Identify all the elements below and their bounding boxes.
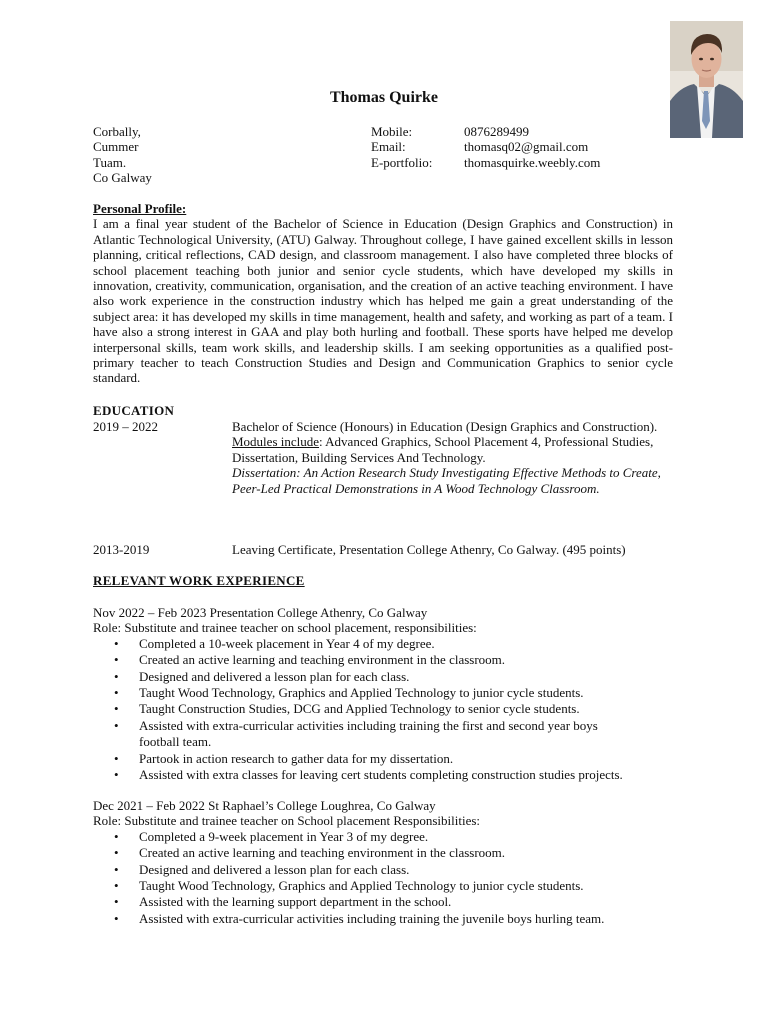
profile-photo bbox=[670, 21, 743, 138]
contact-labels bbox=[371, 124, 432, 170]
education-entry bbox=[232, 419, 672, 496]
education-date: 2019 – 2022 bbox=[93, 419, 158, 434]
list-item: • Created an active learning and teaching environment in the classroom. bbox=[114, 845, 506, 861]
degree-title: Bachelor of Science (Honours) in Education (Design Graphics and Construction). bbox=[232, 419, 658, 434]
contact-values bbox=[464, 124, 600, 170]
modules-label: Modules include bbox=[232, 434, 320, 450]
job-role: Role: Substitute and trainee teacher on school placement, responsibilities: bbox=[93, 620, 477, 636]
modules-line bbox=[232, 434, 672, 465]
list-item: • Assisted with the learning support department in the school. bbox=[114, 894, 452, 910]
list-item: • Taught Wood Technology, Graphics and Applied Technology to junior cycle students. bbox=[114, 685, 584, 701]
job-title: Nov 2022 – Feb 2023 Presentation College Athenry, Co Galway bbox=[93, 605, 428, 620]
list-item: • Assisted with extra-curricular activities including training the juvenile boys hurling team. bbox=[114, 910, 605, 926]
job-bullets bbox=[93, 636, 683, 784]
list-item: • Assisted with extra-curricular activities including training the first and second year boys football team. bbox=[114, 717, 598, 750]
address-block bbox=[93, 124, 152, 186]
bullet-icon: • bbox=[114, 685, 119, 701]
address-line: Cummer bbox=[93, 139, 139, 155]
bullet-icon: • bbox=[114, 894, 119, 910]
bullet-icon: • bbox=[114, 845, 119, 861]
job-title: Dec 2021 – Feb 2022 St Raphael’s College Loughrea, Co Galway bbox=[93, 798, 436, 813]
list-item: • Created an active learning and teaching environment in the classroom. bbox=[114, 652, 506, 668]
list-item: • Taught Construction Studies, DCG and Applied Technology to senior cycle students. bbox=[114, 701, 580, 717]
list-item: • Assisted with extra classes for leaving cert students completing construction studies projects. bbox=[114, 767, 623, 783]
list-item: • Completed a 9-week placement in Year 3 of my degree. bbox=[114, 828, 429, 844]
portfolio-label: E-portfolio: bbox=[371, 154, 433, 170]
profile-section bbox=[93, 201, 673, 386]
education-heading: EDUCATION bbox=[93, 403, 175, 418]
bullet-icon: • bbox=[114, 668, 119, 684]
email-link[interactable]: thomasq02@gmail.com bbox=[464, 139, 589, 155]
bullet-icon: • bbox=[114, 750, 119, 766]
address-line: Co Galway bbox=[93, 170, 152, 186]
portfolio-link[interactable]: thomasquirke.weebly.com bbox=[464, 154, 601, 170]
job-entry bbox=[93, 605, 683, 783]
bullet-icon: • bbox=[114, 635, 119, 651]
list-item: • Designed and delivered a lesson plan for each class. bbox=[114, 861, 410, 877]
bullet-icon: • bbox=[114, 717, 119, 733]
job-entry bbox=[93, 798, 683, 927]
job-role: Role: Substitute and trainee teacher on School placement Responsibilities: bbox=[93, 813, 481, 829]
bullet-icon: • bbox=[114, 861, 119, 877]
work-heading: RELEVANT WORK EXPERIENCE bbox=[93, 573, 305, 588]
bullet-icon: • bbox=[114, 767, 119, 783]
bullet-icon: • bbox=[114, 910, 119, 926]
address-line: Tuam. bbox=[93, 154, 127, 170]
education-date: 2013-2019 bbox=[93, 542, 150, 557]
dissertation-text: Dissertation: An Action Research Study Investigating Effective Methods to Create, Peer-Led Practical Demonstrations in A Wood Technology Classroom. bbox=[232, 465, 661, 496]
profile-heading: Personal Profile: bbox=[93, 201, 187, 216]
list-item: • Designed and delivered a lesson plan for each class. bbox=[114, 668, 410, 684]
list-item: • Taught Wood Technology, Graphics and Applied Technology to junior cycle students. bbox=[114, 878, 584, 894]
leaving-cert-entry: Leaving Certificate, Presentation College Athenry, Co Galway. (495 points) bbox=[232, 542, 626, 557]
bullet-icon: • bbox=[114, 652, 119, 668]
email-label: Email: bbox=[371, 139, 406, 155]
modules-text: : Advanced Graphics, School Placement 4, Professional Studies, Dissertation, Building Services And Technology. bbox=[232, 434, 654, 465]
bullet-icon: • bbox=[114, 701, 119, 717]
mobile-label: Mobile: bbox=[371, 124, 413, 139]
mobile-value: 0876289499 bbox=[464, 124, 529, 139]
address-line: Corbally, bbox=[93, 124, 141, 139]
list-item: • Partook in action research to gather data for my dissertation. bbox=[114, 750, 454, 766]
cv-name: Thomas Quirke bbox=[329, 89, 438, 106]
bullet-icon: • bbox=[114, 828, 119, 844]
bullet-icon: • bbox=[114, 878, 119, 894]
job-bullets bbox=[93, 829, 683, 927]
profile-text: I am a final year student of the Bachelor of Science in Education (Design Graphics and Construction) in Atlantic Technological University, (ATU) Galway. Throughout college, I have gained excellent skills in lesson planning, critical reflections, CAD design, and classroom management. I also have completed three blocks of school placement teaching both junior and senior cycle students, which have developed my skills in innovation, creativity, communication, organisation, and the creation of an active teaching environment. I have also work experience in the construction industry which has helped me gain a great understanding of the subject area: it has developed my skills in time management, health and safety, and working as part of a team. I have also a strong interest in GAA and play both hurling and football. These sports have helped me develop interpersonal skills, team work skills, and leadership skills. I am seeking opportunities as a qualified post-primary teacher to teach Construction Studies and Design and Communication Graphics to senior cycle standard. bbox=[93, 216, 673, 386]
list-item: • Completed a 10-week placement in Year 4 of my degree. bbox=[114, 635, 435, 651]
